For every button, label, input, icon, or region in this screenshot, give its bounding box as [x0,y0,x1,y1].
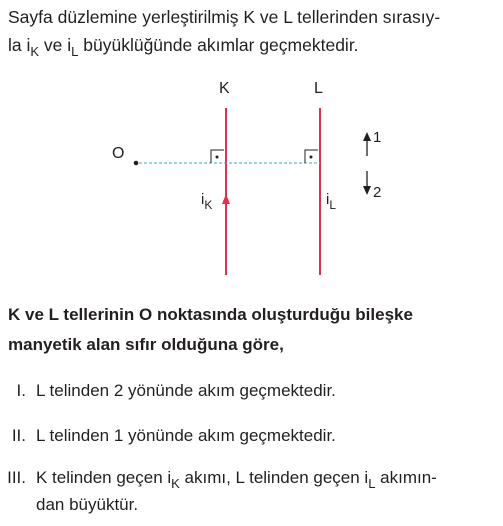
point-o-label: O [112,145,125,162]
intro-line-1: Sayfa düzlemine yerleştirilmiş K ve L tellerinden sırasıy- [8,7,441,27]
subscript-l: L [71,44,79,59]
intro-text: ve i [39,35,72,55]
intro-text: la i [8,35,31,55]
direction-1-arrow [363,132,371,156]
direction-2-arrow [363,171,371,195]
option-text: K telinden geçen $i_K$ akımı, L telinden geçen $i_L$ akımın- [36,468,437,491]
subscript-k: K [171,476,180,491]
option-number: I. [16,381,26,400]
direction-2-label: 2 [373,184,382,201]
wire-l-label: L [314,80,323,97]
current-l-label: $i_L$ [326,191,337,212]
subscript-l: L [368,476,376,491]
option-number: II. [11,426,26,445]
right-angle-marker-k [211,150,224,163]
point-o [134,161,139,166]
question-line-1: K ve L tellerinin O noktasında oluşturduğu bileşke [8,305,413,324]
option-text: L telinden 1 yönünde akım geçmektedir. [36,426,336,445]
subscript-k: K [30,44,40,59]
current-k-label: $i_K$ [201,191,213,212]
question-line-2: manyetik alan sıfır olduğuna göre, [8,335,284,354]
current-k-arrow [222,194,230,204]
intro-text: büyüklüğünde akımlar geçmektedir. [78,35,359,55]
direction-1-label: 1 [373,129,382,146]
option-text: L telinden 2 yönünde akım geçmektedir. [36,381,336,400]
right-angle-marker-l [305,150,318,163]
option-iii-continuation: dan büyüktür. [36,495,139,514]
wire-k-label: K [219,80,230,97]
option-number: III. [7,468,26,487]
